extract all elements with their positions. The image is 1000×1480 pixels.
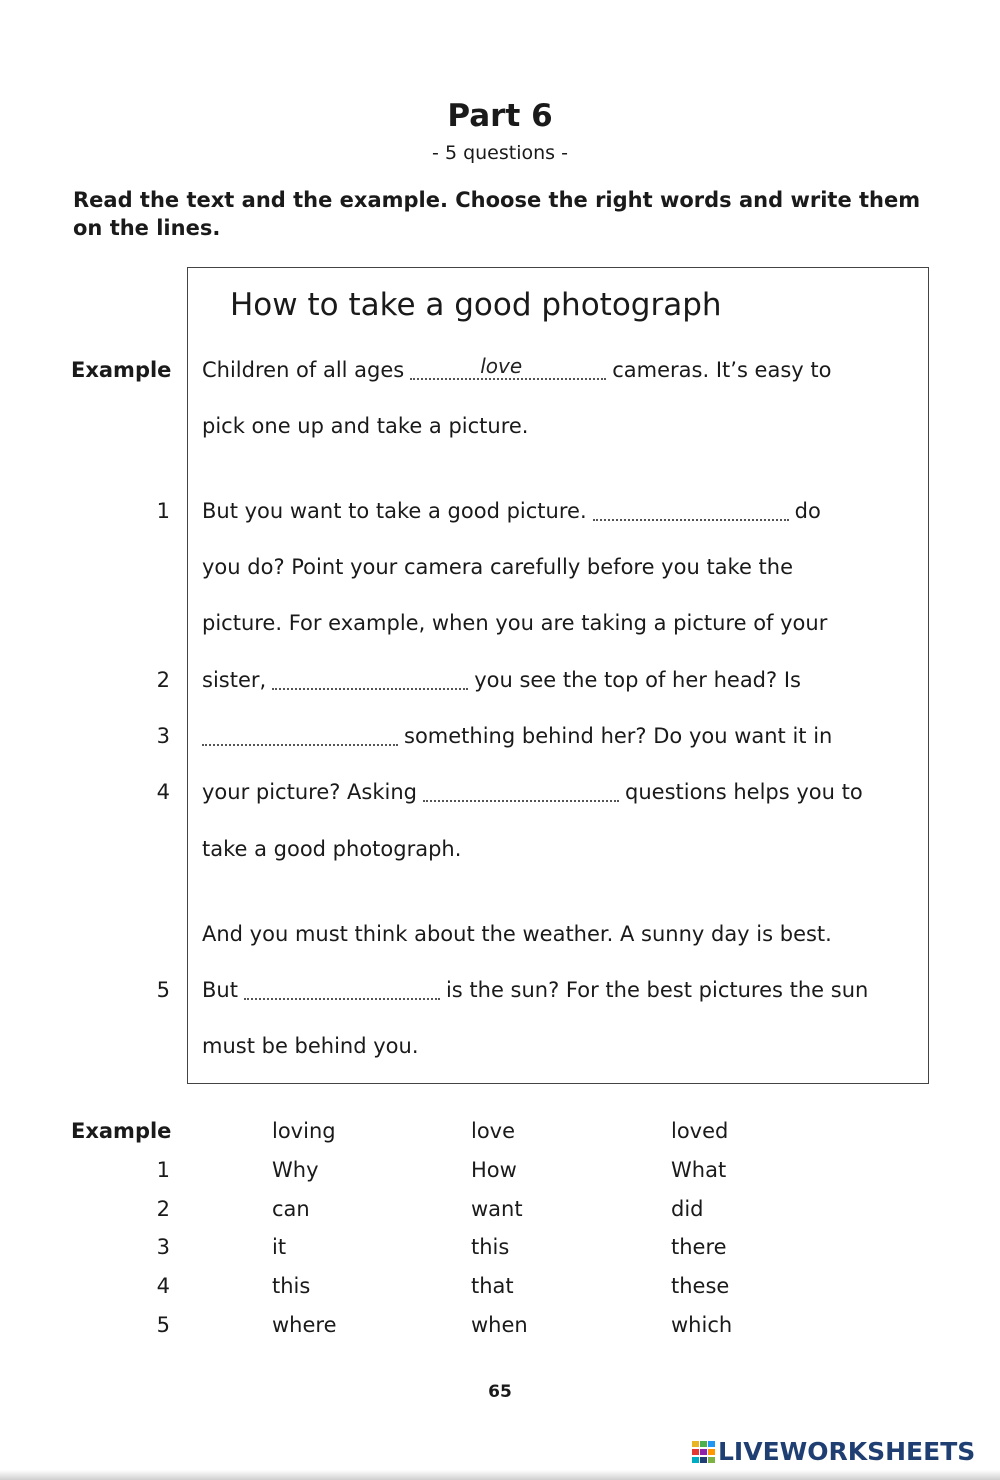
option-choice[interactable]: it <box>272 1235 287 1259</box>
options-row-label: Example <box>71 1119 172 1143</box>
question-number: 1 <box>156 499 170 523</box>
passage-line <box>202 724 832 748</box>
option-choice[interactable]: these <box>671 1274 730 1298</box>
options-row-label: 3 <box>156 1235 170 1259</box>
text-segment: you see the top of her head? Is <box>474 668 801 692</box>
passage-line: take a good photograph. <box>202 837 462 861</box>
option-choice[interactable]: when <box>471 1313 528 1337</box>
option-choice[interactable]: want <box>471 1197 523 1221</box>
example-answer: love <box>480 354 523 378</box>
option-choice[interactable]: loved <box>671 1119 729 1143</box>
passage-line: must be behind you. <box>202 1034 419 1058</box>
question-number: 3 <box>156 724 170 748</box>
options-row-label: 5 <box>156 1313 170 1337</box>
brand-watermark <box>692 1437 975 1466</box>
answer-blank-3[interactable] <box>202 724 398 746</box>
passage-line <box>202 668 801 692</box>
text-segment: sister, <box>202 668 267 692</box>
passage-line: And you must think about the weather. A sunny day is best. <box>202 922 832 946</box>
answer-blank-example <box>410 354 606 380</box>
passage-line <box>202 978 868 1002</box>
passage-line: you do? Point your camera carefully before you take the <box>202 555 794 579</box>
instructions: Read the text and the example. Choose the right words and write them on the lines. <box>73 188 921 240</box>
text-segment: cameras. It’s easy to <box>612 358 832 382</box>
page-title: Part 6 <box>447 98 553 134</box>
option-choice[interactable]: did <box>671 1197 704 1221</box>
options-row-label: 1 <box>156 1158 170 1182</box>
answer-blank-1[interactable] <box>593 499 789 521</box>
question-number: 2 <box>156 668 170 692</box>
text-segment: questions helps you to <box>625 780 863 804</box>
text-segment: is the sun? For the best pictures the sun <box>445 978 869 1002</box>
answer-blank-5[interactable] <box>244 978 440 1000</box>
option-choice[interactable]: this <box>471 1235 510 1259</box>
page-bottom-edge <box>0 1470 1000 1480</box>
passage-title: How to take a good photograph <box>230 287 722 323</box>
option-choice[interactable]: where <box>272 1313 337 1337</box>
text-segment: But you want to take a good picture. <box>202 499 587 523</box>
liveworksheets-logo-icon <box>692 1441 716 1463</box>
text-segment: Children of all ages <box>202 358 405 382</box>
options-row-label: 2 <box>156 1197 170 1221</box>
passage-line: pick one up and take a picture. <box>202 414 529 438</box>
option-choice[interactable]: that <box>471 1274 514 1298</box>
brand-name: LIVEWORKSHEETS <box>718 1437 976 1466</box>
option-choice[interactable]: What <box>671 1158 727 1182</box>
passage-line <box>202 780 863 804</box>
options-row-label: 4 <box>156 1274 170 1298</box>
question-number: 4 <box>156 780 170 804</box>
page-number: 65 <box>488 1382 512 1402</box>
question-number: 5 <box>156 978 170 1002</box>
text-segment: But <box>202 978 238 1002</box>
option-choice[interactable]: which <box>671 1313 733 1337</box>
answer-blank-4[interactable] <box>423 780 619 802</box>
option-choice[interactable]: loving <box>272 1119 336 1143</box>
question-count: - 5 questions - <box>432 142 568 164</box>
passage-line <box>202 354 832 382</box>
text-segment: something behind her? Do you want it in <box>404 724 833 748</box>
passage-line: picture. For example, when you are taking a picture of your <box>202 611 828 635</box>
option-choice[interactable]: there <box>671 1235 727 1259</box>
text-segment: your picture? Asking <box>202 780 418 804</box>
option-choice[interactable]: can <box>272 1197 310 1221</box>
example-label: Example <box>71 358 172 382</box>
option-choice[interactable]: How <box>471 1158 517 1182</box>
option-choice[interactable]: love <box>471 1119 516 1143</box>
option-choice[interactable]: Why <box>272 1158 319 1182</box>
passage-line <box>202 499 821 523</box>
option-choice[interactable]: this <box>272 1274 311 1298</box>
text-segment: do <box>794 499 821 523</box>
answer-blank-2[interactable] <box>272 668 468 690</box>
